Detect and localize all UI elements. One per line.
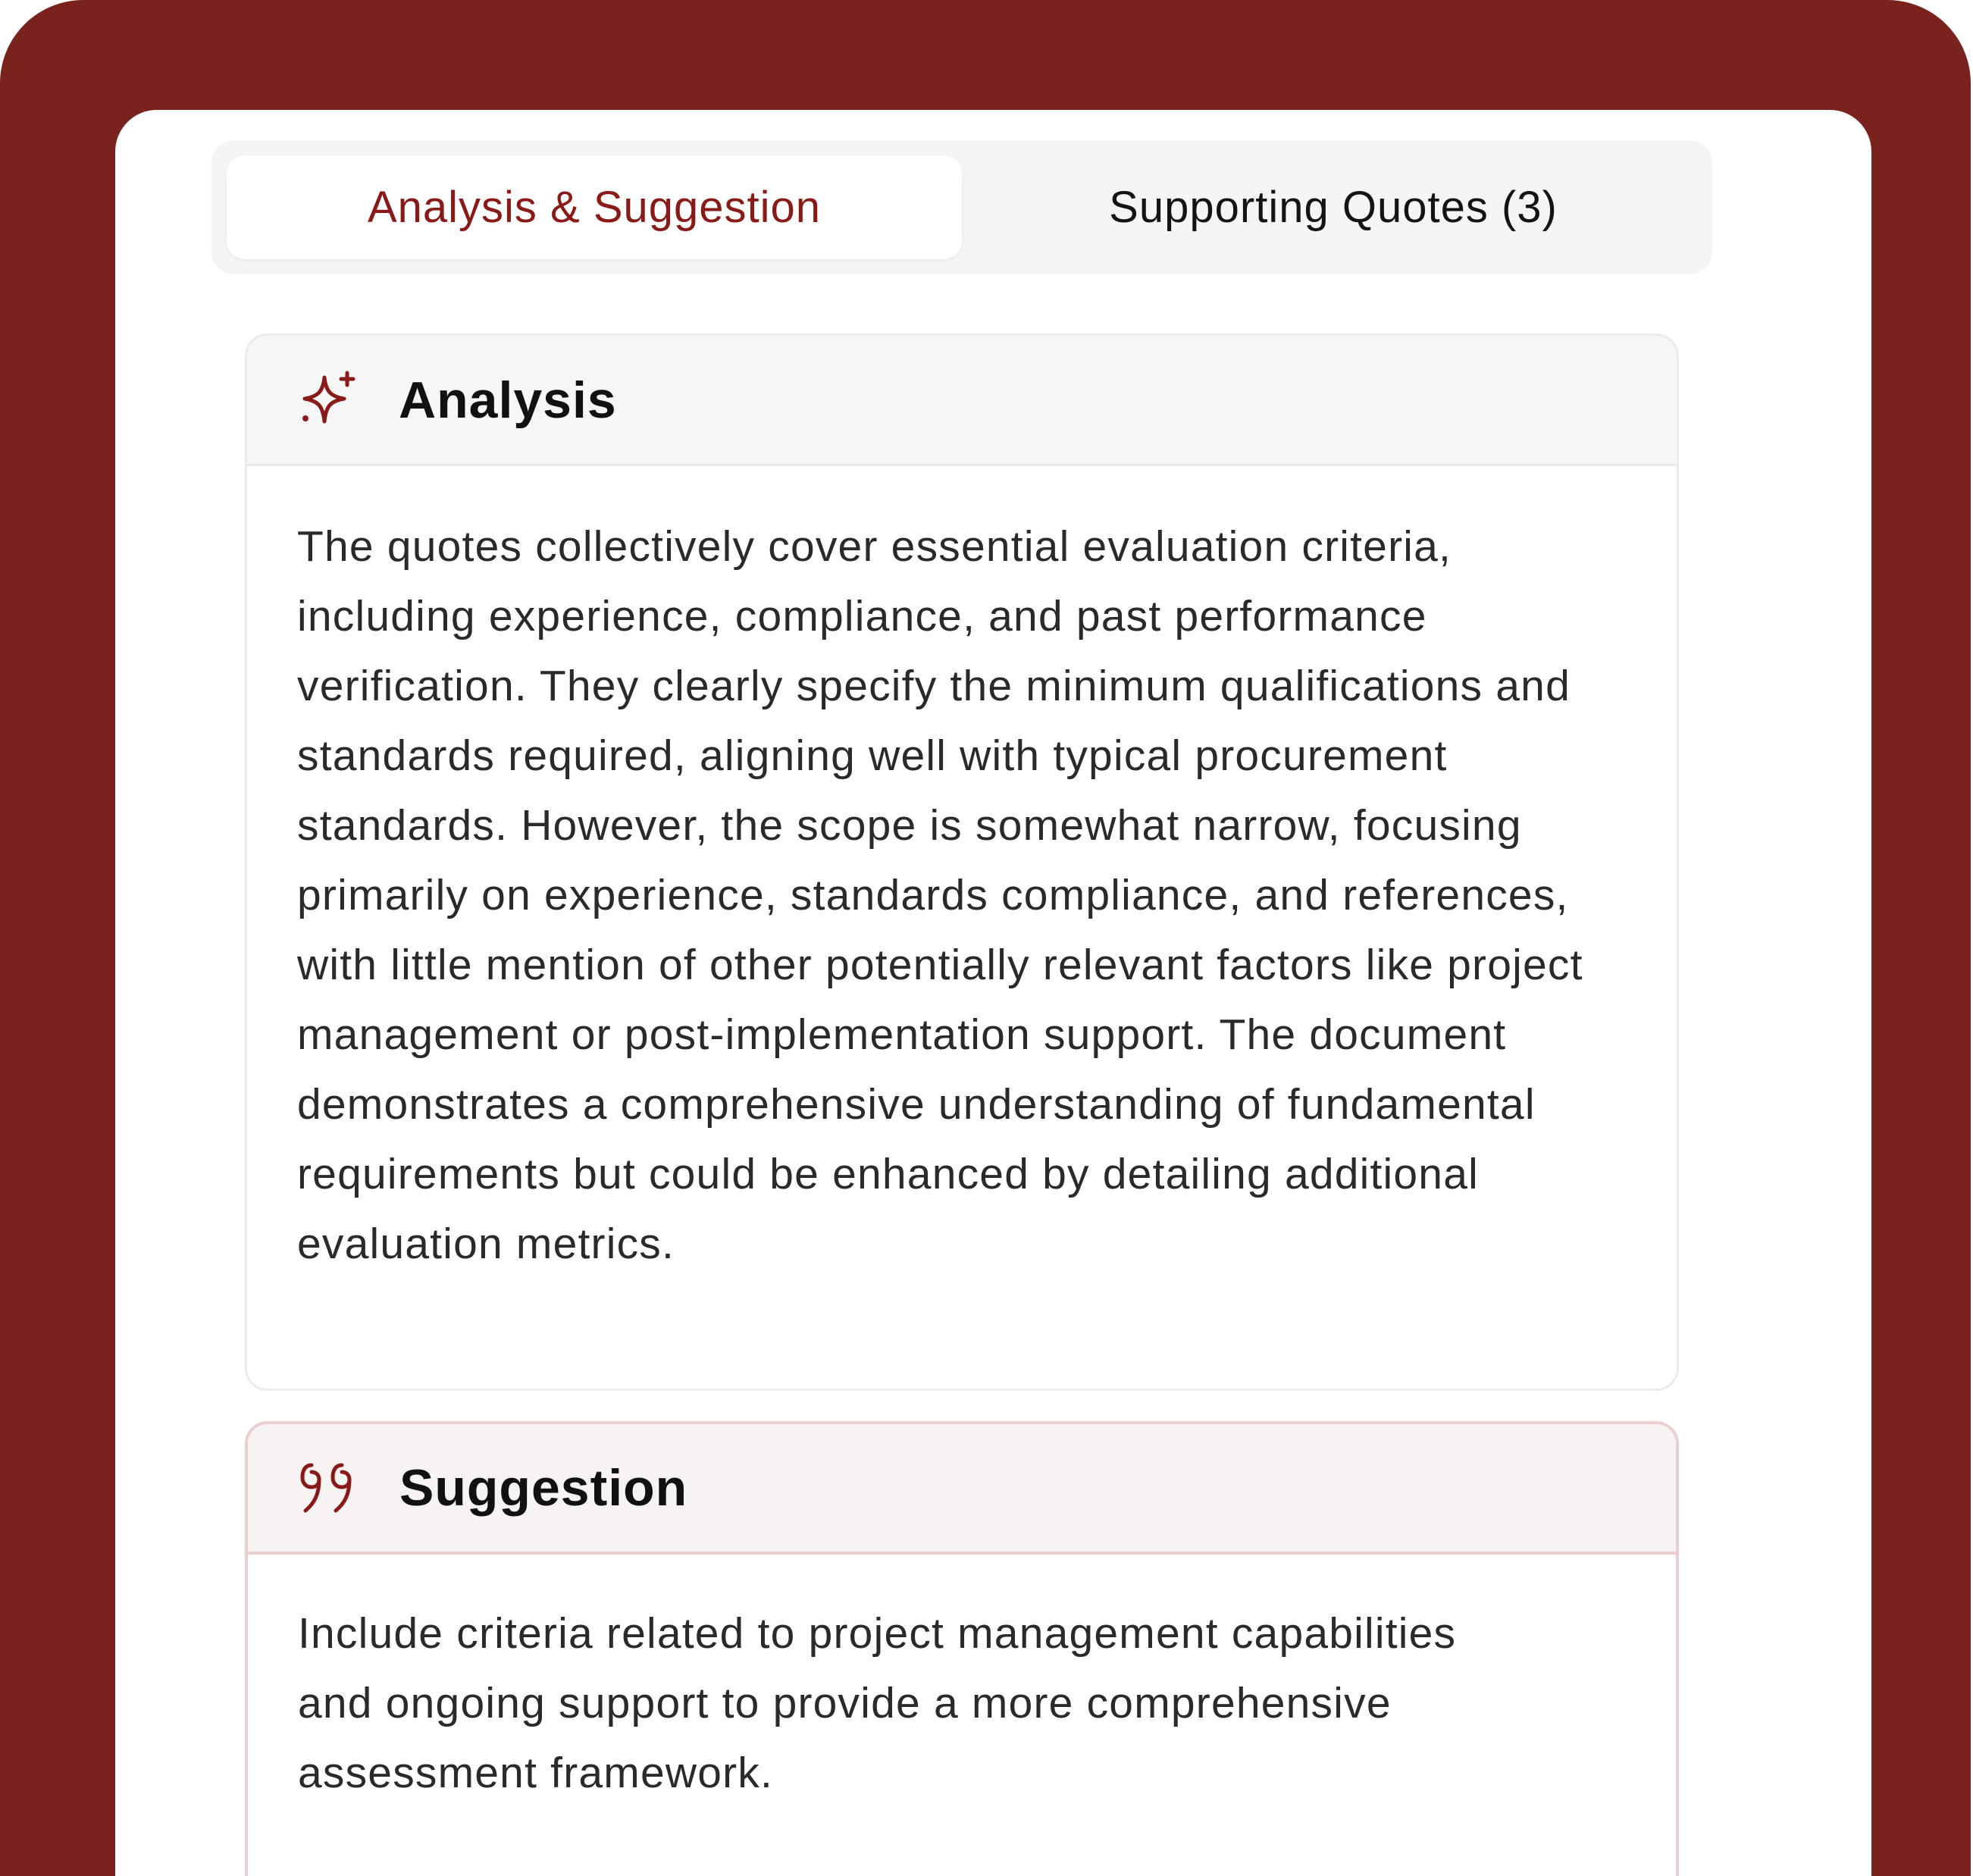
analysis-card — [245, 334, 1679, 1391]
tab-supporting-quotes[interactable]: Supporting Quotes (3) — [1109, 183, 1558, 232]
analysis-text: The quotes collectively cover essential evaluation criteria, including experience, compliance, and past performance verification. They clearly specify the minimum qualifications and standards required, aligning well with typical procurement standards. However, the scope is somewhat narrow, focusing primarily on experience, standards compliance, and references, with little mention of other potentially relevant factors like project management or post-implementation support. The document demonstrates a comprehensive understanding of fundamental requirements but could be enhanced by detailing additional evaluation metrics. — [297, 522, 1583, 1268]
suggestion-text: Include criteria related to project management capabilities and ongoing support to provide a more comprehensive assessment framework. — [298, 1609, 1457, 1797]
suggestion-title: Suggestion — [399, 1459, 688, 1517]
analysis-title: Analysis — [399, 371, 617, 429]
suggestion-card — [245, 1421, 1679, 1876]
tab-bar — [211, 140, 1712, 274]
content-panel — [115, 110, 1871, 1876]
analysis-header — [247, 336, 1677, 466]
tab-analysis-suggestion[interactable]: Analysis & Suggestion — [227, 155, 962, 259]
suggestion-header — [248, 1424, 1676, 1555]
sparkle-icon — [297, 368, 361, 432]
quote-icon — [298, 1456, 362, 1520]
